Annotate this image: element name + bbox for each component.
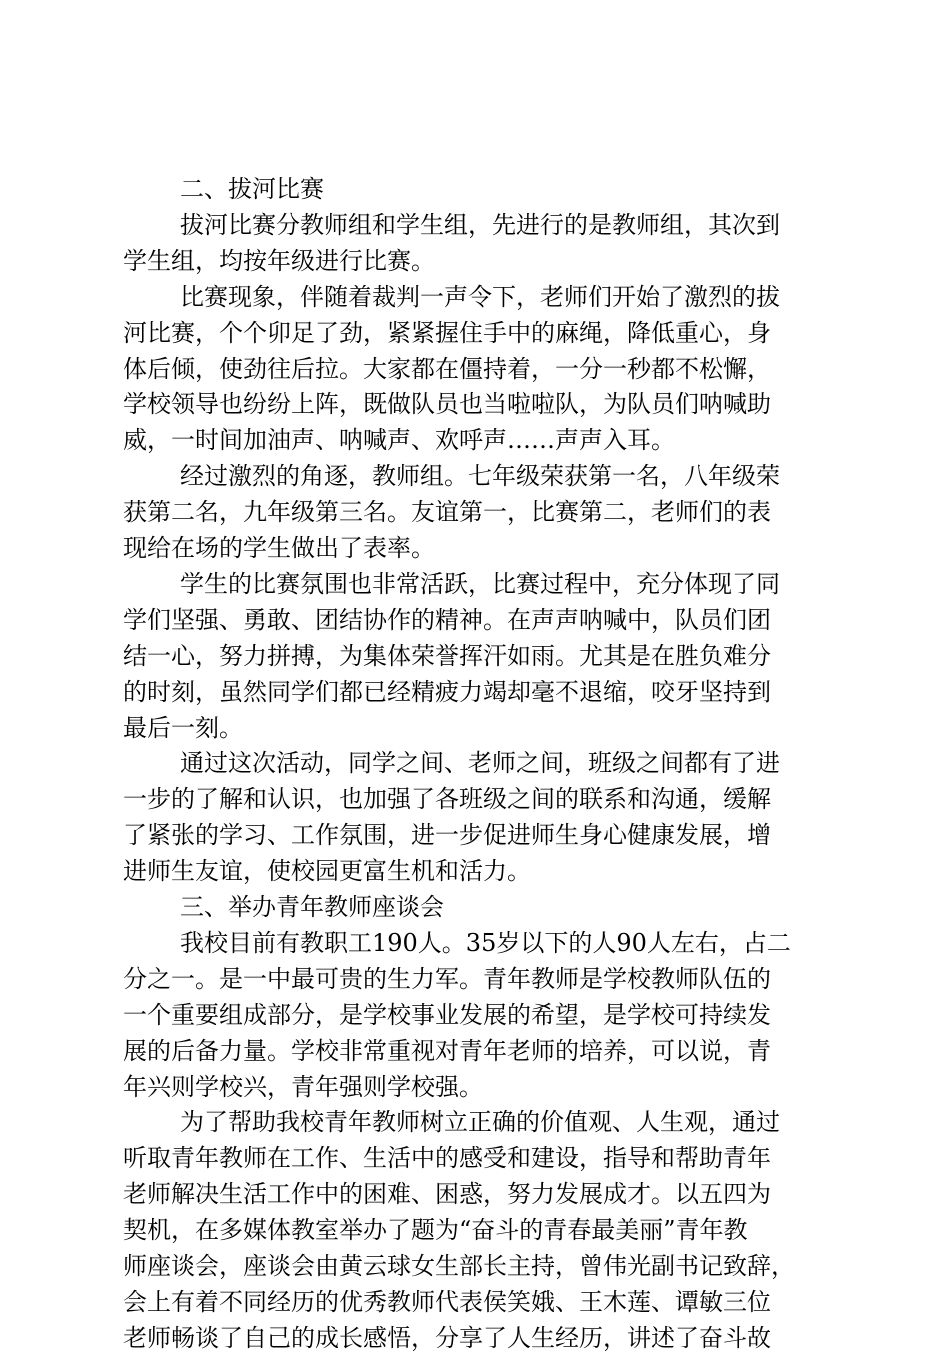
line-01: 拔河比赛分教师组和学生组，先进行的是教师组，其次到 <box>180 210 780 239</box>
line-24: 展的后备力量。学校非常重视对青年老师的培养，可以说，青 <box>123 1036 771 1065</box>
line-08: 经过激烈的角逐，教师组。七年级荣获第一名，八年级荣 <box>180 462 780 491</box>
line-15: 最后一刻。 <box>123 713 243 742</box>
line-27: 听取青年教师在工作、生活中的感受和建设，指导和帮助青年 <box>123 1144 771 1173</box>
line-19: 进师生友谊，使校园更富生机和活力。 <box>123 857 531 886</box>
line-05: 体后倾，使劲往后拉。大家都在僵持着，一分一秒都不松懈， <box>123 354 771 383</box>
line-14: 的时刻，虽然同学们都已经精疲力竭却毫不退缩，咬牙坚持到 <box>123 677 771 706</box>
line-10: 现给在场的学生做出了表率。 <box>123 534 435 562</box>
line-29: 契机，在多媒体教室举办了题为“奋斗的青春最美丽”青年教 <box>123 1216 748 1245</box>
line-26: 为了帮助我校青年教师树立正确的价值观、人生观，通过 <box>180 1108 780 1137</box>
line-30: 师座谈会，座谈会由黄云球女生部长主持，曾伟光副书记致辞， <box>123 1252 795 1280</box>
line-25: 年兴则学校兴，青年强则学校强。 <box>123 1072 483 1101</box>
line-12: 学们坚强、勇敢、团结协作的精神。在声声呐喊中，队员们团 <box>123 605 771 634</box>
line-22: 分之一。是一中最可贵的生力军。青年教师是学校教师队伍的 <box>123 964 771 993</box>
line-18: 了紧张的学习、工作氛围，进一步促进师生身心健康发展，增 <box>123 821 771 850</box>
line-03: 比赛现象，伴随着裁判一声令下，老师们开始了激烈的拔 <box>180 282 780 311</box>
line-31: 会上有着不同经历的优秀教师代表侯笑娥、王木莲、谭敏三位 <box>123 1287 771 1316</box>
line-21: 我校目前有教职工190人。35岁以下的人90人左右，占二 <box>180 928 791 957</box>
line-04: 河比赛，个个卯足了劲，紧紧握住手中的麻绳，降低重心，身 <box>123 318 771 347</box>
line-32: 老师畅谈了自己的成长感悟，分享了人生经历，讲述了奋斗故 <box>123 1323 771 1352</box>
line-17: 一步的了解和认识，也加强了各班级之间的联系和沟通，缓解 <box>123 785 771 814</box>
line-heading-3: 三、举办青年教师座谈会 <box>180 893 444 921</box>
line-16: 通过这次活动，同学之间、老师之间，班级之间都有了进 <box>180 749 780 778</box>
line-23: 一个重要组成部分，是学校事业发展的希望，是学校可持续发 <box>123 1000 771 1029</box>
line-13: 结一心，努力拼搏，为集体荣誉挥汗如雨。尤其是在胜负难分 <box>123 641 771 670</box>
line-09: 获第二名，九年级第三名。友谊第一，比赛第二，老师们的表 <box>123 498 771 527</box>
line-07: 威，一时间加油声、呐喊声、欢呼声……声声入耳。 <box>123 426 675 455</box>
line-06: 学校领导也纷纷上阵，既做队员也当啦啦队，为队员们呐喊助 <box>123 390 771 419</box>
line-02: 学生组，均按年级进行比赛。 <box>123 246 435 275</box>
line-28: 老师解决生活工作中的困难、困惑，努力发展成才。以五四为 <box>123 1180 771 1209</box>
line-heading-2: 二、拔河比赛 <box>180 175 324 203</box>
line-11: 学生的比赛氛围也非常活跃，比赛过程中，充分体现了同 <box>180 569 780 598</box>
